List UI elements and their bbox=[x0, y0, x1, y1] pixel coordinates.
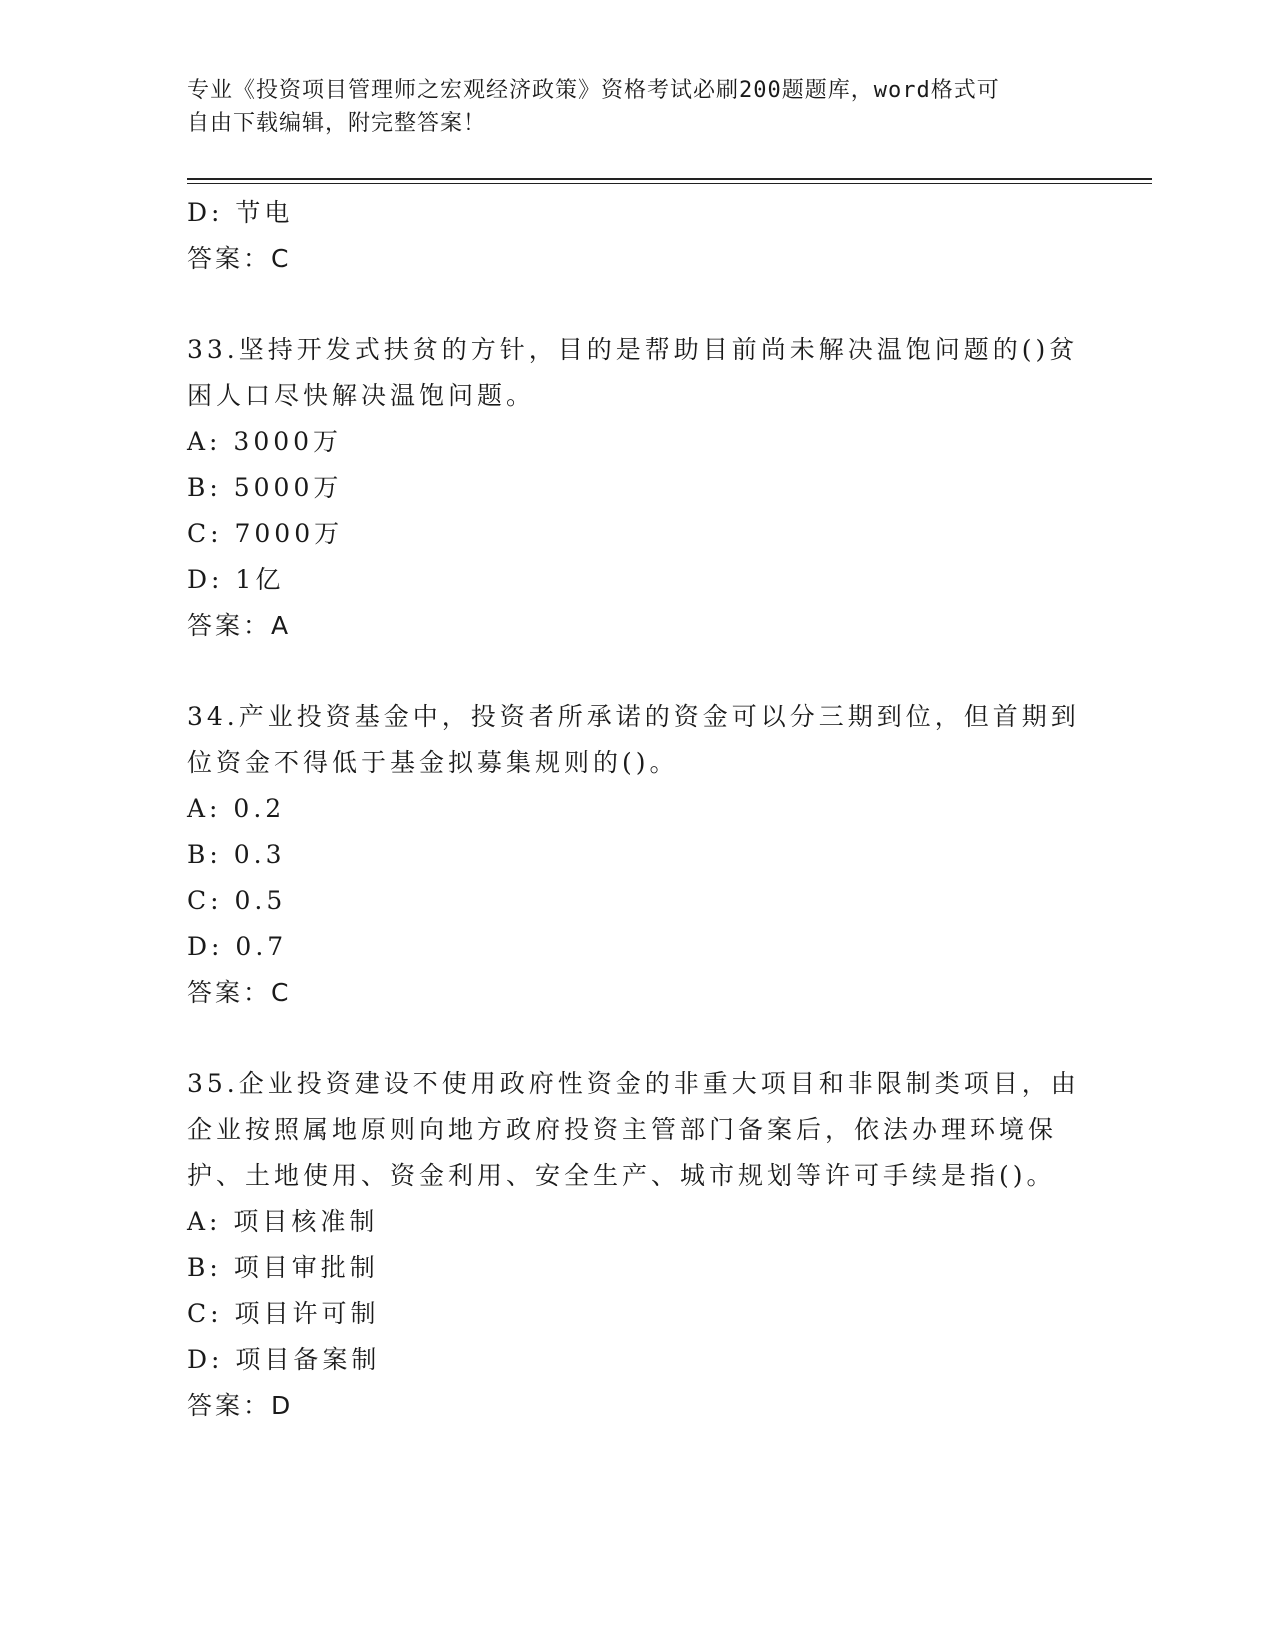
header-divider-thin bbox=[187, 183, 1152, 184]
question-text-line: 33.坚持开发式扶贫的方针，目的是帮助目前尚未解决温饱问题的()贫 bbox=[187, 335, 1079, 364]
question-text bbox=[187, 327, 1087, 419]
question-34 bbox=[187, 694, 1087, 1016]
question-list bbox=[187, 190, 1087, 1429]
option-c: C: 0.5 bbox=[187, 886, 287, 915]
previous-question-tail bbox=[187, 190, 1087, 282]
option-c: C: 项目许可制 bbox=[187, 1299, 380, 1328]
question-text-line: 35.企业投资建设不使用政府性资金的非重大项目和非限制类项目，由 bbox=[187, 1069, 1080, 1098]
option-a: A: 3000万 bbox=[187, 427, 343, 456]
header-divider-thick bbox=[187, 178, 1152, 180]
option-d: D: 1亿 bbox=[187, 565, 285, 594]
answer-line: 答案：D bbox=[187, 1391, 294, 1420]
question-text-line: 34.产业投资基金中，投资者所承诺的资金可以分三期到位，但首期到 bbox=[187, 702, 1080, 731]
option-b: B: 项目审批制 bbox=[187, 1253, 379, 1282]
header-line-1: 专业《投资项目管理师之宏观经济政策》资格考试必刷200题题库，word格式可 bbox=[187, 78, 1000, 103]
option-b: B: 5000万 bbox=[187, 473, 343, 502]
question-33 bbox=[187, 327, 1087, 649]
question-text bbox=[187, 694, 1087, 786]
option-b: B: 0.3 bbox=[187, 840, 286, 869]
option-a: A: 项目核准制 bbox=[187, 1207, 379, 1236]
document-header bbox=[187, 74, 1067, 140]
answer-line: 答案：C bbox=[187, 244, 292, 273]
option-a: A: 0.2 bbox=[187, 794, 286, 823]
option-d: D: 项目备案制 bbox=[187, 1345, 381, 1374]
header-line-2: 自由下载编辑，附完整答案！ bbox=[187, 111, 487, 136]
question-text-line: 护、土地使用、资金利用、安全生产、城市规划等许可手续是指()。 bbox=[187, 1161, 1056, 1190]
question-text-line: 位资金不得低于基金拟募集规则的()。 bbox=[187, 748, 679, 777]
option-c: C: 7000万 bbox=[187, 519, 344, 548]
option-d: D: 0.7 bbox=[187, 932, 288, 961]
question-text bbox=[187, 1061, 1087, 1199]
question-text-line: 困人口尽快解决温饱问题。 bbox=[187, 381, 536, 410]
answer-line: 答案：A bbox=[187, 611, 292, 640]
answer-line: 答案：C bbox=[187, 978, 292, 1007]
option-d: D: 节电 bbox=[187, 198, 294, 227]
question-text-line: 企业按照属地原则向地方政府投资主管部门备案后，依法办理环境保 bbox=[187, 1115, 1058, 1144]
question-35 bbox=[187, 1061, 1087, 1429]
